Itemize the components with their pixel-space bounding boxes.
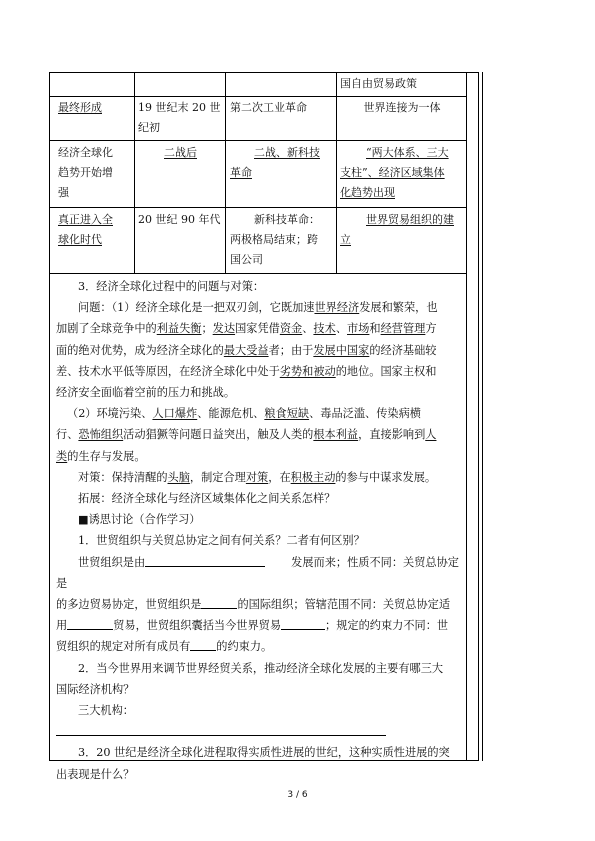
table-right-border [466, 72, 468, 761]
paragraph: 对策：保持清醒的头脑，制定合理对策，在积极主动的参与中谋求发展。 [78, 470, 437, 484]
fill-in-paragraph: 贸组织的规定对所有成员有 的约束力。 [56, 636, 462, 657]
table-cell: 真正进入全 [58, 213, 113, 226]
table-cell: “两大体系、三大 [366, 146, 449, 159]
table-rule [49, 140, 466, 141]
table-column-rule [336, 72, 337, 273]
fill-in-paragraph: 三大机构： [56, 700, 462, 742]
answer-blank[interactable] [145, 553, 265, 567]
table-cell: 二战后 [164, 146, 197, 159]
fill-in-paragraph: 用 贸易，世贸组织囊括当今世界贸易 ；规定的约束力不同：世 [56, 615, 462, 636]
table-cell: 20 世纪 90 年代 [138, 213, 221, 226]
table-cell: 趋势开始增 [58, 166, 113, 179]
paragraph: 经济安全面临着空前的压力和挑战。 [56, 386, 236, 400]
fill-in-paragraph: 世贸组织是由 发展而来；性质不同：关贸总协定是 [56, 552, 462, 594]
answer-blank[interactable] [67, 616, 113, 630]
body-text [56, 276, 462, 785]
section-heading: 3．经济全球化过程中的问题与对策： [78, 280, 265, 293]
table-cell: 19 世纪末 20 世 [138, 101, 221, 114]
table-cell: 第二次工业革命 [230, 101, 307, 114]
table-cell: 新科技革命： [254, 213, 320, 226]
table-cell: 国公司 [230, 253, 263, 266]
table-cell: 最终形成 [58, 101, 102, 114]
table-column-rule [134, 72, 135, 273]
paragraph: 问题：（1）经济全球化是一把双刃剑，它既加速世界经济发展和繁荣，也 [78, 301, 438, 315]
table-cell: 立 [340, 233, 351, 246]
table-cell: 世界连接为一体 [363, 101, 441, 114]
paragraph: 面的绝对优势，成为经济全球化的最大受益者；由于发展中国家的经济基础较 [56, 343, 437, 357]
table-cell: 支柱”、经济区域集体 [340, 166, 445, 179]
paragraph: 行、恐怖组织活动猖獗等问题日益突出，触及人类的根本利益，直接影响到人 [56, 428, 437, 442]
section-heading: ■诱思讨论（合作学习） [78, 513, 201, 527]
question: 1．世贸组织与关贸总协定之间有何关系？二者有何区别？ [78, 534, 365, 548]
table-cell: 革命 [230, 166, 252, 179]
table-cell: 化趋势出现 [340, 186, 395, 199]
answer-blank[interactable] [281, 616, 325, 630]
table-cell: 两极格局结束；跨 [230, 233, 318, 246]
table-rule [49, 273, 466, 274]
paragraph: 类的生存与发展。 [56, 449, 146, 463]
paragraph: 差、技术水平低等原因，在经济全球化中处于劣势和被动的地位。国家主权和 [56, 364, 437, 378]
outer-right-border [482, 72, 484, 761]
table-cell: 世界贸易组织的建 [366, 213, 454, 226]
answer-blank[interactable] [201, 595, 237, 609]
paragraph: 拓展：经济全球化与经济区域集体化之间关系怎样？ [78, 492, 336, 506]
question: 国际经济机构？ [56, 682, 135, 696]
table-cell: 经济全球化 [58, 146, 113, 159]
answer-blank[interactable] [190, 637, 216, 651]
table-rule [49, 96, 466, 97]
table-rule [49, 207, 466, 208]
question: 2．当今世界用来调节世界经贸关系，推动经济全球化发展的主要有哪三大 [78, 661, 444, 675]
table-cell: 纪初 [138, 121, 160, 134]
question: 出表现是什么？ [56, 767, 135, 781]
question: 3．20 世纪是经济全球化进程取得实质性进展的世纪，这种实质性进展的突 [78, 746, 450, 760]
answer-blank[interactable] [56, 722, 386, 736]
table-column-rule [225, 72, 226, 273]
fill-in-paragraph: 的多边贸易协定，世贸组织是 的国际组织；管辖范围不同：关贸总协定适 [56, 594, 462, 615]
page-number: 3 / 6 [287, 790, 308, 800]
table-cell: 强 [58, 186, 69, 199]
paragraph: 加剧了全球竞争中的利益失衡；发达国家凭借资金、技术、市场和经营管理方 [56, 322, 437, 336]
table-cell: 球化时代 [58, 233, 102, 246]
table-cell: 国自由贸易政策 [340, 77, 417, 90]
table-cell: 二战、新科技 [254, 146, 320, 159]
paragraph: （2）环境污染、人口爆炸、能源危机、粮食短缺、毒品泛滥、传染病横 [67, 407, 421, 421]
